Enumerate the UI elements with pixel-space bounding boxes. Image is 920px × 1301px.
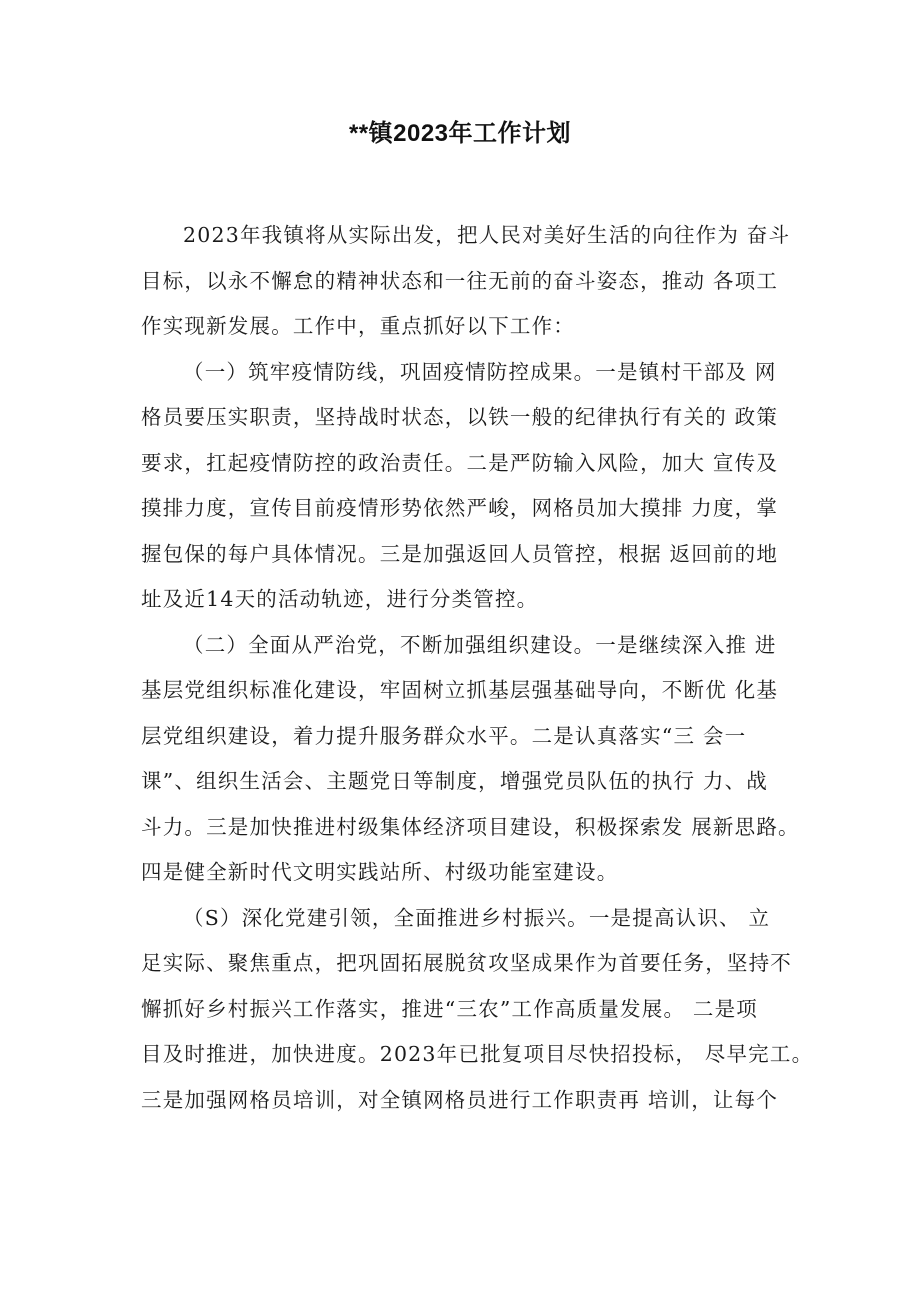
paragraph-line: （S）深化党建引领，全面推进乡村振兴。一是提高认识、 立: [183, 905, 771, 930]
paragraph-line: 格员要压实职责，坚持战时状态，以铁一般的纪律执行有关的 政策: [141, 405, 779, 429]
paragraph-line: （一）筑牢疫情防线，巩固疫情防控成果。一是镇村干部及 网: [183, 359, 777, 384]
paragraph-line: 要求，扛起疫情防控的政治责任。二是严防输入风险，加大 宣传及: [141, 450, 779, 475]
paragraph-line: 四是健全新时代文明实践站所、村级功能室建设。: [141, 860, 619, 884]
paragraph-line: 作实现新发展。工作中，重点抓好以下工作：: [141, 314, 575, 338]
document-body: [141, 213, 814, 1123]
paragraph-line: 层党组织建设，着力提升服务群众水平。二是认真落实“三 会一: [141, 723, 747, 748]
paragraph-2: [141, 350, 801, 623]
paragraph-line: 目标，以永不懈怠的精神状态和一往无前的奋斗姿态，推动 各项工: [141, 268, 779, 293]
document-title: **镇2023年工作计划: [348, 120, 572, 147]
paragraph-line: 摸排力度，宣传目前疫情形势依然严峻，网格员加大摸排 力度，掌: [141, 496, 779, 520]
paragraph-line: 三是加强网格员培训，对全镇网格员进行工作职责再 培训，让每个: [141, 1087, 779, 1112]
paragraph-line: 2023年我镇将从实际出发，把人民对美好生活的向往作为 奋斗: [183, 223, 791, 247]
paragraph-line: 基层党组织标准化建设，牢固树立抓基层强基础导向，不断优 化基: [141, 678, 779, 702]
paragraph-line: 握包保的每户具体情况。三是加强返回人员管控，根据 返回前的地: [141, 541, 779, 566]
paragraph-line: 斗力。三是加快推进村级集体经济项目建设，积极探索发 展新思路。: [141, 814, 800, 839]
paragraph-1: [141, 213, 801, 350]
paragraph-line: （二）全面从严治党，不断加强组织建设。一是继续深入推 进: [183, 632, 777, 657]
paragraph-line: 懈抓好乡村振兴工作落实，推进“三农”工作高质量发展。 二是项: [141, 996, 758, 1021]
paragraph-line: 足实际、聚焦重点，把巩固拓展脱贫攻坚成果作为首要任务，坚持不: [141, 951, 792, 975]
paragraph-line: 课”、组织生活会、主题党日等制度，增强党员队伍的执行 力、战: [141, 769, 768, 793]
paragraph-3: [141, 623, 801, 896]
paragraph-line: 目及时推进，加快进度。2023年已批复项目尽快招投标， 尽早完工。: [141, 1042, 814, 1066]
paragraph-line: 址及近14天的活动轨迹，进行分类管控。: [141, 587, 539, 611]
paragraph-4: [141, 896, 814, 1124]
